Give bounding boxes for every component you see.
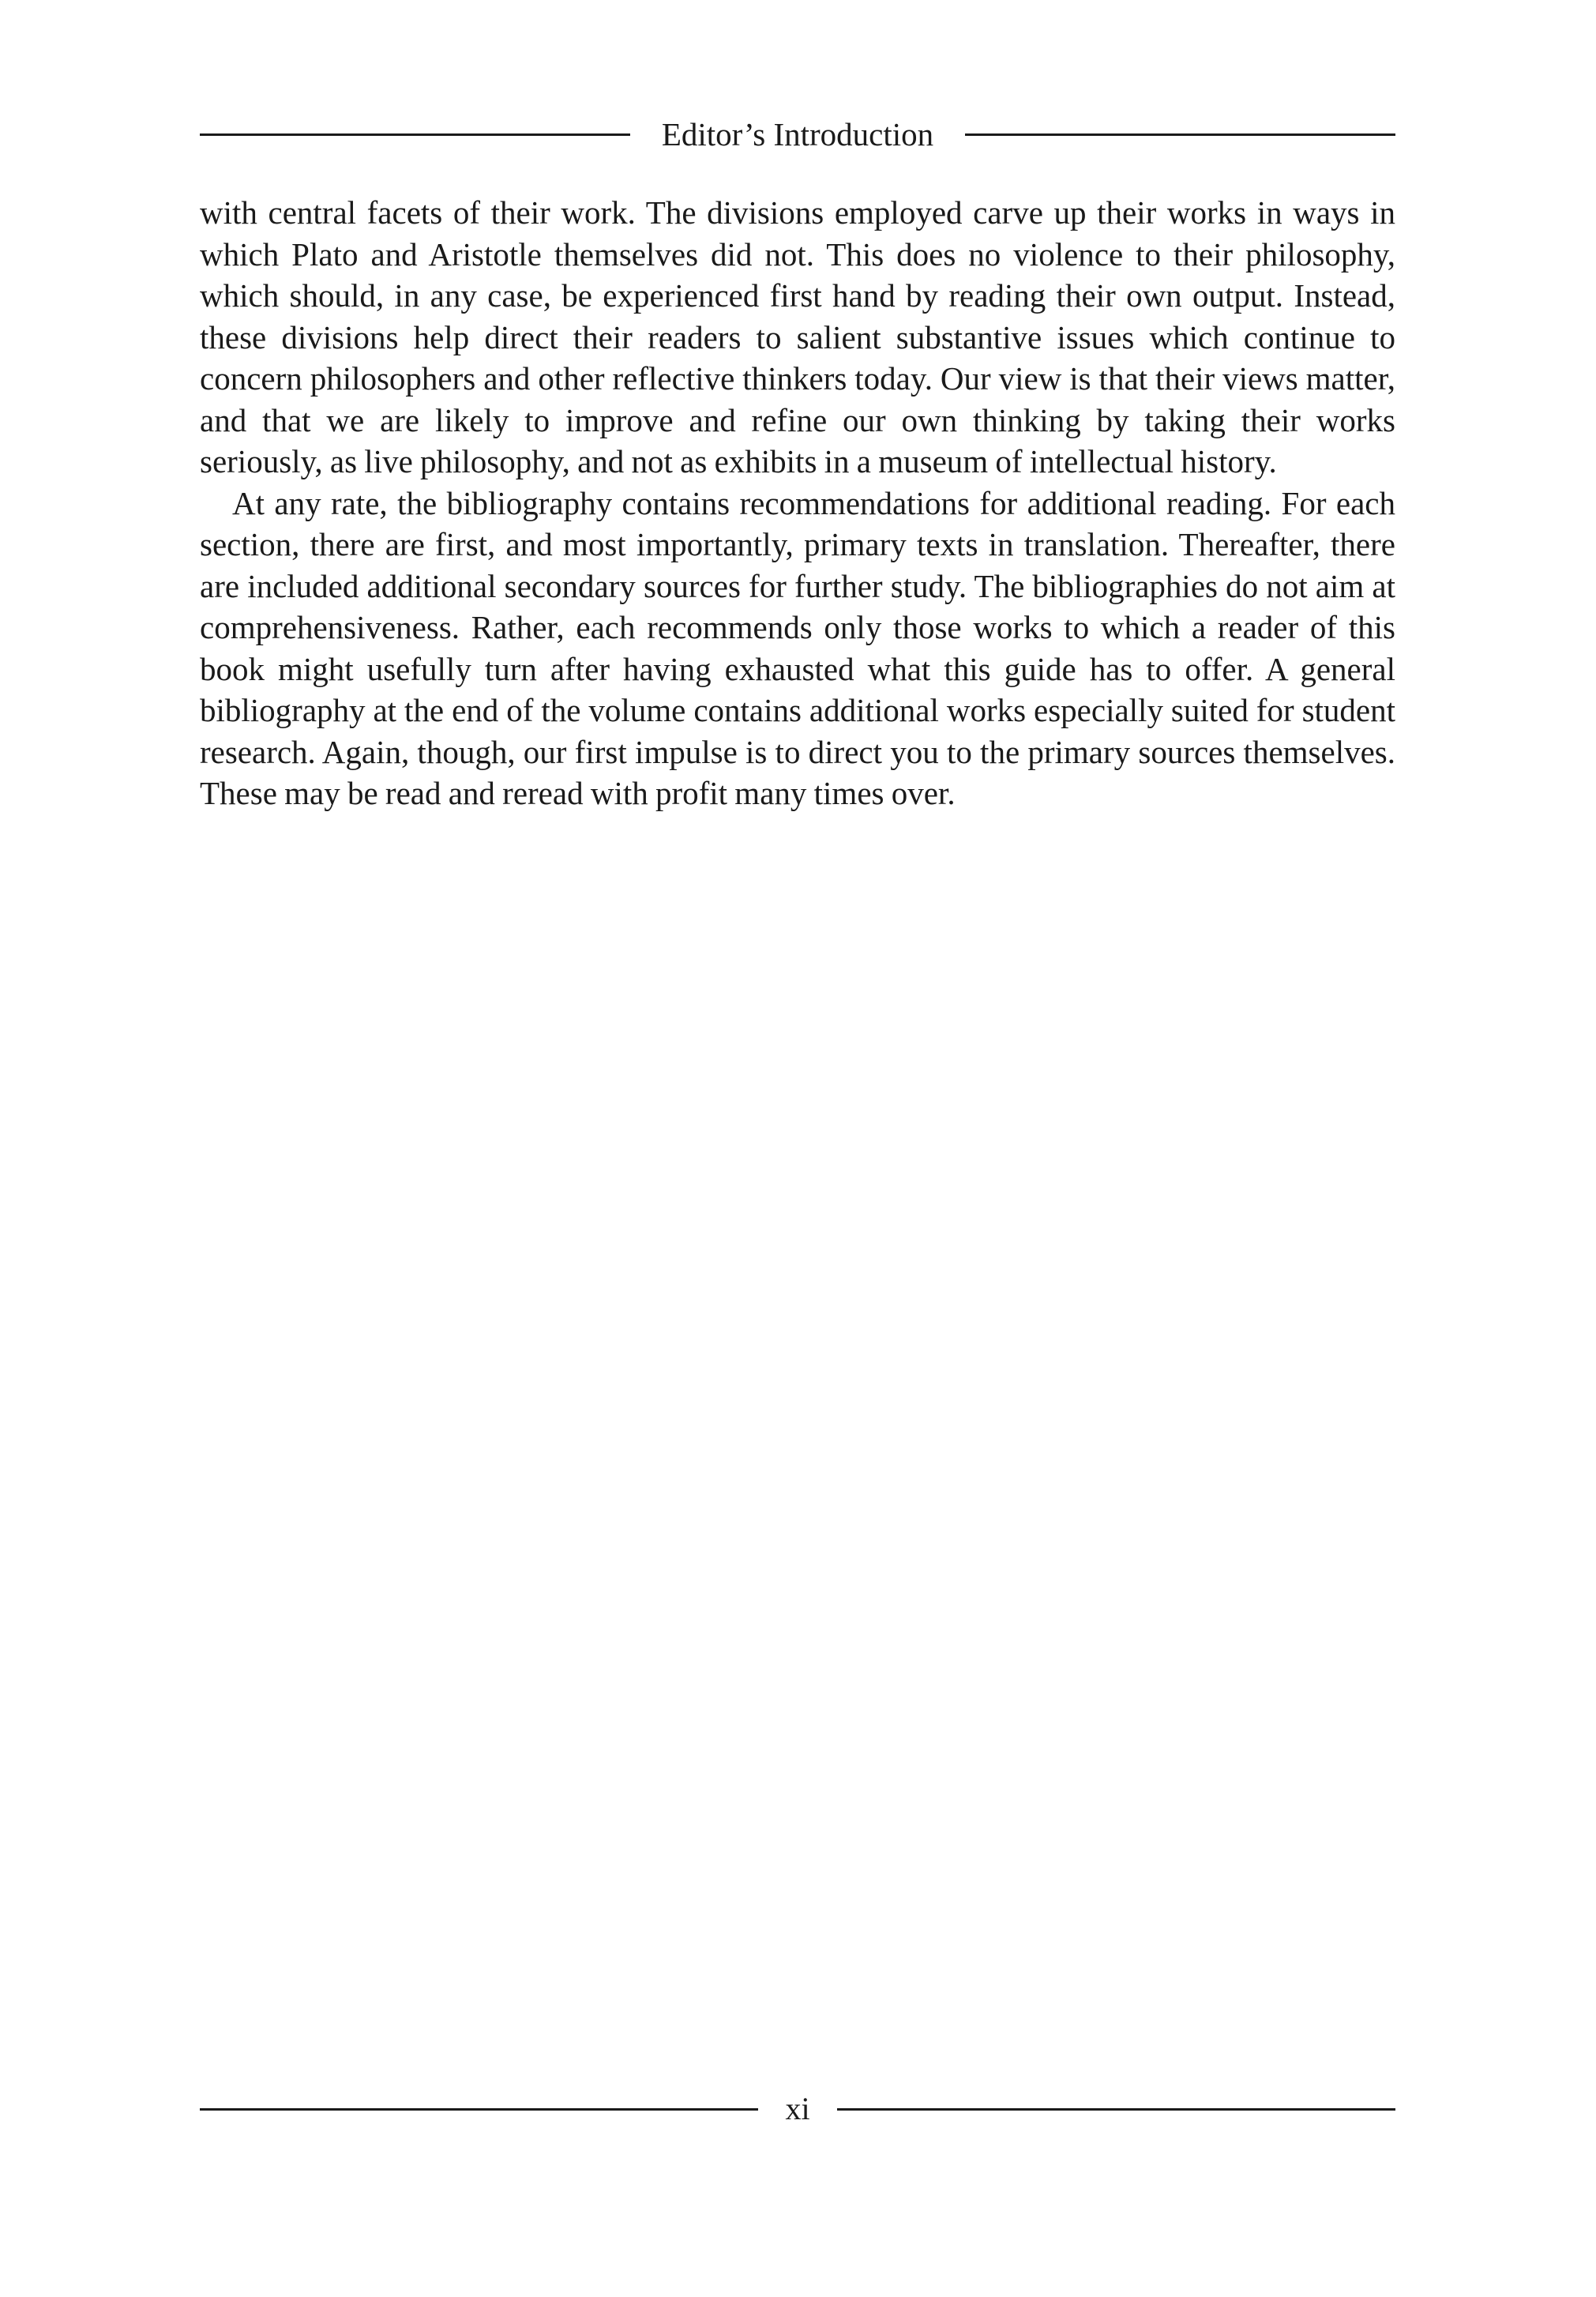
running-head-rule-left [200,133,630,136]
running-head-title: Editor’s Introduction [661,115,934,152]
paragraph-continued: with central facets of their work. The divisions employed carve up their works in ways in which Plato and Aristotle themselves did not. This does no violence to their philosophy, which should, in any case, be experienced first hand by reading their own output. Instead, these divisions help direct their readers to salient substantive issues which continue to concern philosophers and other reflective thinkers today. Our view is that their views matter, and that we are likely to improve and refine our own thinking by taking their works seriously, as live philosophy, and not as exhibits in a museum of intellectual history. [200,194,1395,479]
paragraph-bibliography: At any rate, the bibliography contains recommendations for additional reading. For each section, there are first, and most importantly, primary texts in translation. Thereafter, there are included additional secondary sources for further study. The bibliographies do not aim at comprehensiveness. Rather, each recommends only those works to which a reader of this book might usefully turn after having exhausted what this guide has to offer. A general bibliography at the end of the volume contains additional works especially suited for student research. Again, though, our first impulse is to direct you to the primary sources themselves. These may be read and reread with profit many times over. [200,484,1395,811]
footer-rule-left [200,2108,758,2111]
footer-rule-right [837,2108,1395,2111]
page-number: xi [785,2091,810,2126]
body-text [200,192,1395,814]
running-head [200,111,1395,158]
page-footer [200,2085,1395,2133]
running-head-rule-right [965,133,1395,136]
